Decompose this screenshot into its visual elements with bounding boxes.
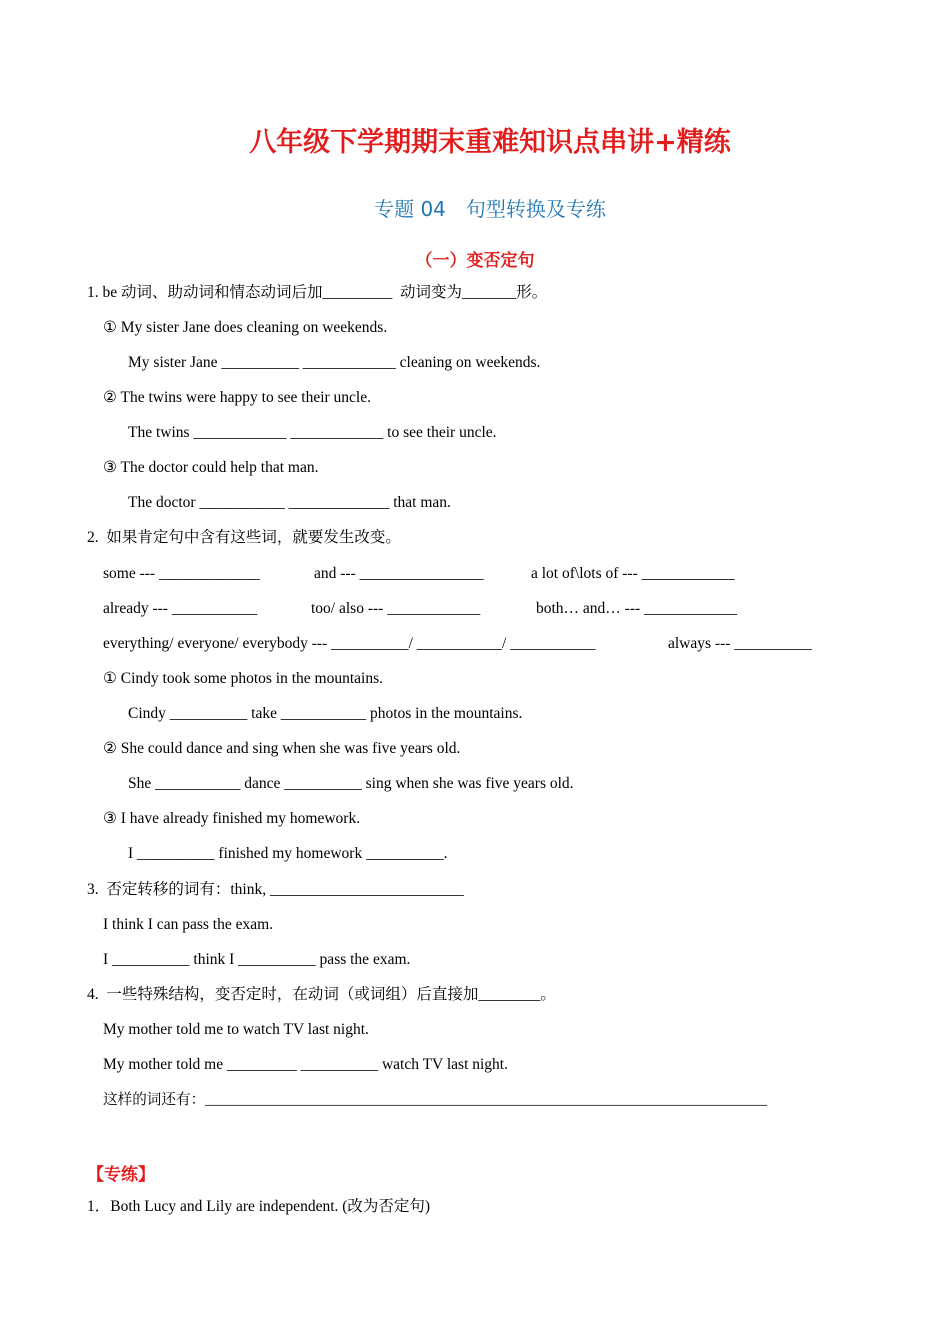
topic-subtitle: 专题 04 句型转换及专练 [374,197,606,221]
word-pair-both: both… and… --- ____________ [536,600,738,617]
word-pair-always: always --- __________ [668,635,812,652]
page-title: 八年级下学期期末重难知识点串讲+精练 [249,127,731,158]
item-2-blank-c: I __________ finished my homework __________. [128,845,448,862]
item-1-blank-b: The twins ____________ ____________ to see their uncle. [128,424,497,441]
item-1-example-b: ② The twins were happy to see their uncle. [103,389,371,406]
item-4-blank: My mother told me _________ __________ watch TV last night. [103,1056,508,1073]
item-2-example-c: ③ I have already finished my homework. [103,810,361,827]
item-3-blank: I __________ think I __________ pass the exam. [103,951,411,968]
item-3-example: I think I can pass the exam. [103,916,274,933]
item-1-example-a: ① My sister Jane does cleaning on weekends. [103,319,388,336]
item-2-example-a: ① Cindy took some photos in the mountains. [103,670,383,687]
item-2-blank-b: She ___________ dance __________ sing when she was five years old. [128,775,574,792]
word-pair-and: and --- ________________ [314,565,484,582]
word-pair-some: some --- _____________ [103,565,260,582]
item-1-blank-a: My sister Jane __________ ____________ cleaning on weekends. [128,354,541,371]
word-pair-too: too/ also --- ____________ [311,600,481,617]
item-2-example-b: ② She could dance and sing when she was five years old. [103,740,461,757]
item-4-more-words: 这样的词还有：_____________________________________________________________________________ [103,1092,768,1108]
item-1-rule: 1. be 动词、助动词和情态动词后加_________ 动词变为_______形。 [87,284,548,301]
item-2-rule: 2. 如果肯定句中含有这些词，就要发生改变。 [87,529,401,546]
word-pair-already: already --- ___________ [103,600,258,617]
item-4-rule: 4. 一些特殊结构，变否定时，在动词（或词组）后直接加________。 [87,986,556,1003]
item-2-blank-a: Cindy __________ take ___________ photos in the mountains. [128,705,523,722]
practice-item-1: 1．Both Lucy and Lily are independent. (改为否定句) [87,1198,431,1215]
item-1-example-c: ③ The doctor could help that man. [103,459,319,476]
word-pair-everything: everything/ everyone/ everybody --- __________/ ___________/ ___________ [103,635,596,652]
item-1-blank-c: The doctor ___________ _____________ that man. [128,494,451,511]
item-4-example: My mother told me to watch TV last night. [103,1021,369,1038]
practice-heading: 【专练】 [87,1165,155,1185]
item-3-rule: 3. 否定转移的词有：think, _________________________ [87,881,464,898]
section-heading: （一）变否定句 [415,251,535,271]
word-pair-alotof: a lot of\lots of --- ____________ [531,565,735,582]
